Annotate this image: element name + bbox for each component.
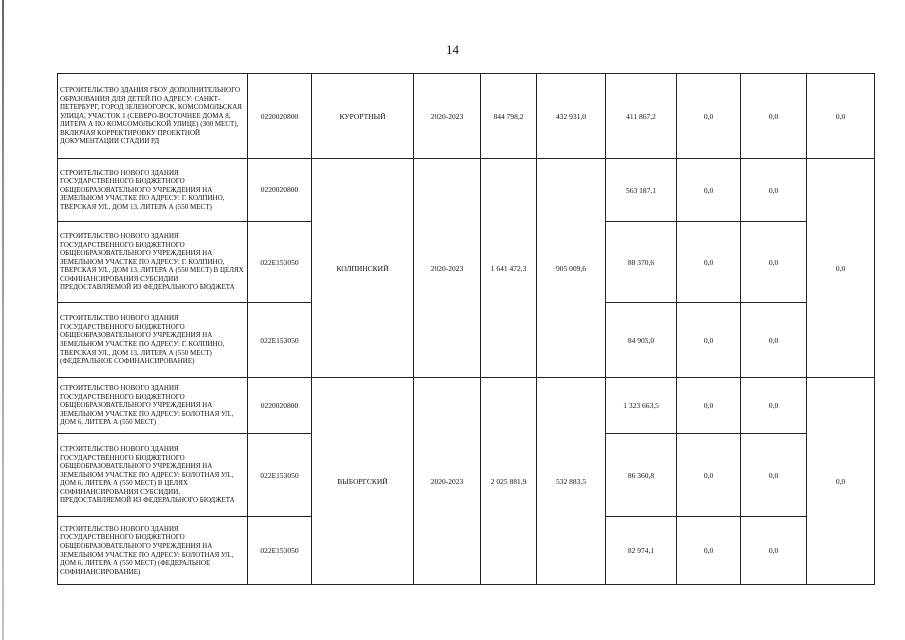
value-2023: 0,0 [741, 434, 807, 517]
value-2022: 0,0 [677, 222, 741, 303]
value-2023: 0,0 [741, 74, 807, 159]
object-description: СТРОИТЕЛЬСТВО НОВОГО ЗДАНИЯ ГОСУДАРСТВЕННОГО БЮДЖЕТНОГО ОБЩЕОБРАЗОВАТЕЛЬНОГО УЧРЕЖДЕНИЯ НА ЗЕМЕЛЬНОМ УЧАСТКЕ ПО АДРЕСУ: БОЛОТНАЯ УЛ., ДОМ 6, ЛИТЕРА А (550 МЕСТ) В ЦЕЛЯХ СОФИНАНСИРОВАНИЯ СУБСИДИИ, ПРЕДОСТАВЛЯЕМОЙ ИЗ ФЕДЕРАЛЬНОГО БЮДЖЕТА [58, 434, 248, 517]
object-description: СТРОИТЕЛЬСТВО НОВОГО ЗДАНИЯ ГОСУДАРСТВЕННОГО БЮДЖЕТНОГО ОБЩЕОБРАЗОВАТЕЛЬНОГО УЧРЕЖДЕНИЯ НА ЗЕМЕЛЬНОМ УЧАСТКЕ ПО АДРЕСУ: Г. КОЛПИНО, ТВЕРСКАЯ УЛ., ДОМ 13, ЛИТЕРА А (550 МЕСТ) [58, 159, 248, 222]
value-2022: 0,0 [677, 434, 741, 517]
planned-value: 563 187,1 [606, 159, 677, 222]
district-name: КУРОРТНЫЙ [312, 74, 414, 159]
value-2022: 0,0 [677, 303, 741, 378]
total-cost: 844 798,2 [481, 74, 537, 159]
planned-value: 1 323 663,5 [606, 378, 677, 434]
page-number: 14 [446, 42, 459, 57]
planned-value: 411 867,2 [606, 74, 677, 159]
planned-value: 84 905,0 [606, 303, 677, 378]
value-2022: 0,0 [677, 74, 741, 159]
budget-code: 022E153050 [248, 222, 312, 303]
value-2022: 0,0 [677, 517, 741, 585]
value-2022: 0,0 [677, 378, 741, 434]
object-description: СТРОИТЕЛЬСТВО ЗДАНИЯ ГБОУ ДОПОЛНИТЕЛЬНОГО ОБРАЗОВАНИЯ ДЛЯ ДЕТЕЙ ПО АДРЕСУ: САНКТ-ПЕТЕРБУРГ, ГОРОД ЗЕЛЕНОГОРСК, КОМСОМОЛЬСКАЯ УЛИЦА, УЧАСТОК 1 (СЕВЕРО-ВОСТОЧНЕЕ ДОМА 8, ЛИТЕРА А ПО КОМСОМОЛЬСКОЙ УЛИЦЕ) (300 МЕСТ), ВКЛЮЧАЯ КОРРЕКТИРОВКУ ПРОЕКТНОЙ ДОКУМЕНТАЦИИ СТАДИИ РД [58, 74, 248, 159]
group-last-value: 0,0 [807, 74, 875, 159]
budget-code: 022E153050 [248, 303, 312, 378]
object-description: СТРОИТЕЛЬСТВО НОВОГО ЗДАНИЯ ГОСУДАРСТВЕННОГО БЮДЖЕТНОГО ОБЩЕОБРАЗОВАТЕЛЬНОГО УЧРЕЖДЕНИЯ НА ЗЕМЕЛЬНОМ УЧАСТКЕ ПО АДРЕСУ: Г. КОЛПИНО, ТВЕРСКАЯ УЛ., ДОМ 13, ЛИТЕРА А (550 МЕСТ) (ФЕДЕРАЛЬНОЕ СОФИНАНСИРОВАНИЕ) [58, 303, 248, 378]
value-2022: 0,0 [677, 159, 741, 222]
group-last-value: 0,0 [807, 378, 875, 585]
value-2023: 0,0 [741, 159, 807, 222]
total-cost: 1 641 472,3 [481, 159, 537, 378]
planned-value: 82 974,1 [606, 517, 677, 585]
value-2023: 0,0 [741, 222, 807, 303]
budget-code: 022E153050 [248, 517, 312, 585]
object-description: СТРОИТЕЛЬСТВО НОВОГО ЗДАНИЯ ГОСУДАРСТВЕННОГО БЮДЖЕТНОГО ОБЩЕОБРАЗОВАТЕЛЬНОГО УЧРЕЖДЕНИЯ НА ЗЕМЕЛЬНОМ УЧАСТКЕ ПО АДРЕСУ: Г. КОЛПИНО, ТВЕРСКАЯ УЛ., ДОМ 13, ЛИТЕРА А (550 МЕСТ) В ЦЕЛЯХ СОФИНАНСИРОВАНИЯ СУБСИДИИ ПРЕДОСТАВЛЯЕМОЙ ИЗ ФЕДЕРАЛЬНОГО БЮДЖЕТА [58, 222, 248, 303]
value-2023: 0,0 [741, 303, 807, 378]
budget-table [57, 73, 875, 585]
budget-code: 0220020800 [248, 74, 312, 159]
total-cost: 2 025 881,9 [481, 378, 537, 585]
value-2023: 0,0 [741, 517, 807, 585]
district-name: ВЫБОРГСКИЙ [312, 378, 414, 585]
object-description: СТРОИТЕЛЬСТВО НОВОГО ЗДАНИЯ ГОСУДАРСТВЕННОГО БЮДЖЕТНОГО ОБЩЕОБРАЗОВАТЕЛЬНОГО УЧРЕЖДЕНИЯ НА ЗЕМЕЛЬНОМ УЧАСТКЕ ПО АДРЕСУ: БОЛОТНАЯ УЛ., ДОМ 6, ЛИТЕРА А (550 МЕСТ) [58, 378, 248, 434]
budget-code: 0220020800 [248, 378, 312, 434]
budget-code: 0220020800 [248, 159, 312, 222]
spent-amount: 905 009,6 [537, 159, 606, 378]
planned-value: 88 370,6 [606, 222, 677, 303]
spent-amount: 532 883,5 [537, 378, 606, 585]
period: 2020-2023 [414, 74, 481, 159]
planned-value: 86 360,8 [606, 434, 677, 517]
table-row [58, 159, 875, 222]
table-row [58, 74, 875, 159]
object-description: СТРОИТЕЛЬСТВО НОВОГО ЗДАНИЯ ГОСУДАРСТВЕННОГО БЮДЖЕТНОГО ОБЩЕОБРАЗОВАТЕЛЬНОГО УЧРЕЖДЕНИЯ НА ЗЕМЕЛЬНОМ УЧАСТКЕ ПО АДРЕСУ: БОЛОТНАЯ УЛ., ДОМ 6, ЛИТЕРА А (550 МЕСТ) (ФЕДЕРАЛЬНОЕ СОФИНАНСИРОВАНИЕ) [58, 517, 248, 585]
scan-edge-mark [2, 0, 4, 640]
period: 2020-2023 [414, 378, 481, 585]
table-row [58, 378, 875, 434]
district-name: КОЛПИНСКИЙ [312, 159, 414, 378]
value-2023: 0,0 [741, 378, 807, 434]
spent-amount: 432 931,0 [537, 74, 606, 159]
budget-code: 022E153050 [248, 434, 312, 517]
group-last-value: 0,0 [807, 159, 875, 378]
period: 2020-2023 [414, 159, 481, 378]
